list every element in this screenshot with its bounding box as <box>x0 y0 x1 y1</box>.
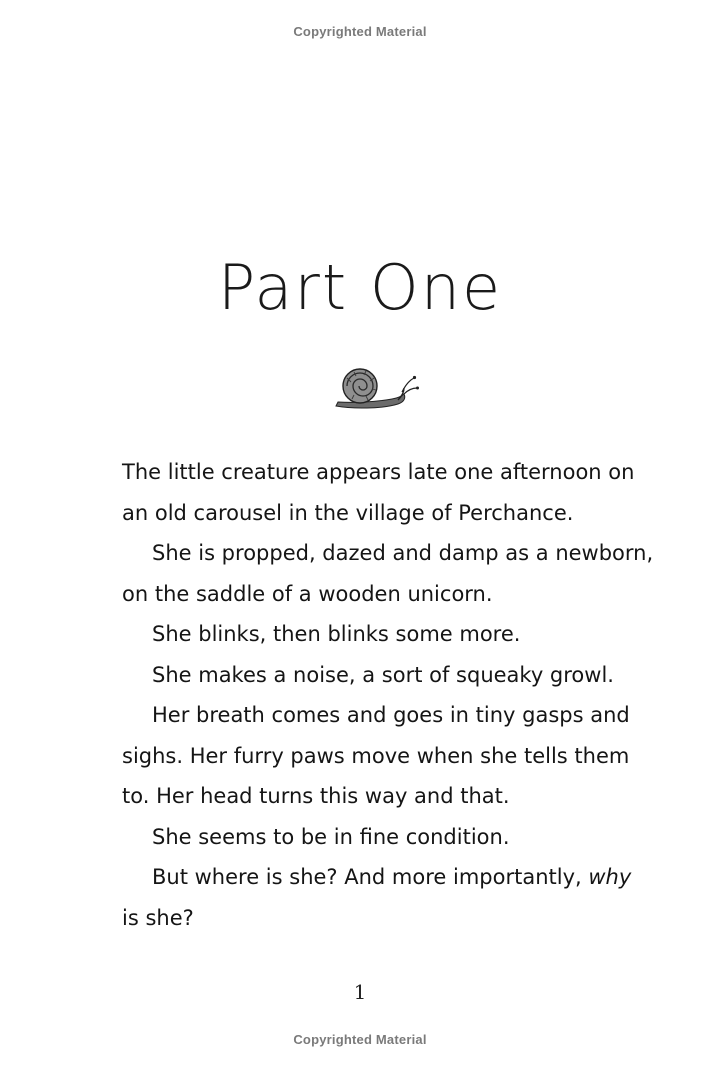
copyright-watermark-bottom: Copyrighted Material <box>293 1032 427 1047</box>
story-line: She is propped, dazed and damp as a newborn, <box>152 541 654 565</box>
story-line: The little creature appears late one afternoon on <box>122 460 635 484</box>
emphasis-word: why <box>588 865 632 889</box>
story-line-text: But where is she? And more importantly, <box>152 865 582 889</box>
story-line: She seems to be in fine condition. <box>152 824 510 849</box>
copyright-watermark-top: Copyrighted Material <box>293 24 427 39</box>
story-line: on the saddle of a wooden unicorn. <box>122 581 493 606</box>
snail-icon <box>332 366 420 412</box>
story-line: Her breath comes and goes in tiny gasps and <box>152 703 630 727</box>
part-title: Part One <box>217 251 503 324</box>
story-line <box>122 857 632 898</box>
story-line: an old carousel in the village of Perchance. <box>122 500 574 525</box>
story-line: sighs. Her furry paws move when she tells them <box>122 743 630 768</box>
story-line: is she? <box>122 905 194 930</box>
page-number: 1 <box>353 980 367 1004</box>
story-text <box>122 452 654 938</box>
story-line: to. Her head turns this way and that. <box>122 784 510 808</box>
story-line: She blinks, then blinks some more. <box>152 622 521 646</box>
story-line: She makes a noise, a sort of squeaky growl. <box>152 662 614 687</box>
